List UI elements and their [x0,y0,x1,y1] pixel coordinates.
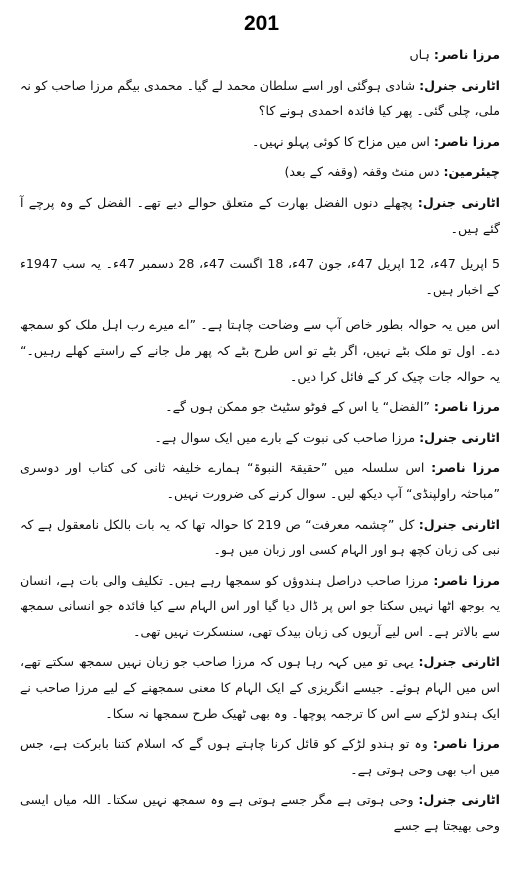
paragraph-text: وہ تو ہندو لڑکے کو قائل کرنا چاہتے ہوں گے کہ اسلام کتنا بابرکت ہے، جس میں اب بھی وحی ہوتی ہے۔ [20,736,500,777]
paragraph [20,649,500,726]
paragraph-text: پچھلے دنوں الفضل بھارت کے متعلق حوالے دیے تھے۔ الفضل کے وہ پرچے آ گئے ہیں۔ [20,194,500,236]
speaker-label: اٹارنی جنرل: [418,654,500,670]
paragraph [20,42,500,68]
speaker-label: مرزا ناصر: [433,47,500,62]
speaker-label: اٹارنی جنرل: [418,516,500,532]
paragraph-text: اس میں یہ حوالہ بطور خاص آپ سے وضاحت چاہتا ہے۔ ”اے میرے رب اہل ملک کو سمجھ دے۔ اول تو ملک بٹے نہیں، اگر بٹے تو اس طرح بٹے کہ پھر مل جانے کے راستے کھلے رہیں۔“ یہ حوالہ جات چیک کر کے فائل کرا دیں۔ [20,317,500,384]
paragraph [20,568,500,645]
paragraph-text: ”الفضل“ یا اس کے فوٹو سٹیٹ جو ممکن ہوں گے۔ [165,399,434,415]
paragraph-text: اس میں مزاح کا کوئی پہلو نہیں۔ [252,133,434,149]
paragraph-text: وحی ہوتی ہے مگر جسے ہوتی ہے وہ سمجھ نہیں سکتا۔ اللہ میاں ایسی وحی بھیجتا ہے جسے [20,792,500,834]
paragraph [20,73,500,124]
paragraph [20,512,500,563]
speaker-label: اٹارنی جنرل: [417,194,500,210]
paragraph [20,455,500,506]
speaker-label: مرزا ناصر: [431,460,500,476]
speaker-label: اٹارنی جنرل: [418,792,500,808]
paragraph [20,731,500,782]
paragraph [20,190,500,241]
paragraph-text: دس منٹ وقفہ (وقفہ کے بعد) [284,164,444,180]
speaker-label: اٹارنی جنرل: [419,429,500,445]
paragraph-text: ہاں [409,47,434,62]
speaker-label: مرزا ناصر: [432,736,500,752]
paragraph [20,129,500,155]
paragraph [20,251,500,302]
paragraph-text: 5 اپریل 47ء، 12 اپریل 47ء، جون 47ء، 18 اگست 47ء، 28 دسمبر 47ء۔ یہ سب 1947ء کے اخبار ہیں۔ [20,256,500,297]
paragraph [20,787,500,838]
paragraph [20,312,500,389]
paragraph [20,394,500,420]
paragraph-text: مرزا صاحب کی نبوت کے بارے میں ایک سوال ہے۔ [154,429,420,445]
speaker-label: اٹارنی جنرل: [419,77,500,93]
speaker-label: مرزا ناصر: [433,572,500,588]
page-number: 201 [243,12,280,35]
speaker-label: چیئرمین: [443,164,500,180]
paragraph [20,159,500,185]
paragraph-text: اس سلسلہ میں ”حقیقۃ النبوۃ“ ہمارے خلیفہ ثانی کی کتاب اور دوسری ”مباحثہ راولپنڈی“ آپ دیکھ لیں۔ سوال کرنے کی ضرورت نہیں۔ [20,460,500,501]
paragraph-text: شادی ہوگئی اور اسے سلطان محمد لے گیا۔ محمدی بیگم مرزا صاحب کو نہ ملی، چلی گئی۔ پھر کیا فائدہ احمدی ہونے کا؟ [20,77,500,119]
speaker-label: مرزا ناصر: [433,399,500,415]
paragraph-text: یہی تو میں کہہ رہا ہوں کہ مرزا صاحب جو زبان نہیں سمجھ سکتے تھے، اس میں الہام ہوئے۔ جیسے انگریزی کے ایک الہام کا معنی سمجھنے کے لیے مرزا صاحب نے ایک ہندو لڑکے سے اس کا ترجمہ پوچھا۔ وہ بھی ٹھیک طرح سمجھا نہ سکا۔ [20,654,500,721]
paragraph-text: مرزا صاحب دراصل ہندوؤں کو سمجھا رہے ہیں۔ تکلیف والی بات ہے، انسان یہ بوجھ اٹھا نہیں سکتا جو اس پر ڈال دیا گیا اور اس الہام سے کیا فائدہ جو انسانی سمجھ سے بالاتر ہے۔ اس لیے آریوں کی زبان بیدک تھی، سنسکرت نہیں تھی۔ [20,572,500,639]
speaker-label: مرزا ناصر: [433,133,500,149]
page-body [20,42,500,844]
paragraph [20,425,500,451]
paragraph-text: کل ”چشمہ معرفت“ ص 219 کا حوالہ تھا کہ یہ بات بالکل نامعقول ہے کہ نبی کی زبان کچھ ہو اور الہام کسی اور زبان میں ہو۔ [20,516,500,558]
